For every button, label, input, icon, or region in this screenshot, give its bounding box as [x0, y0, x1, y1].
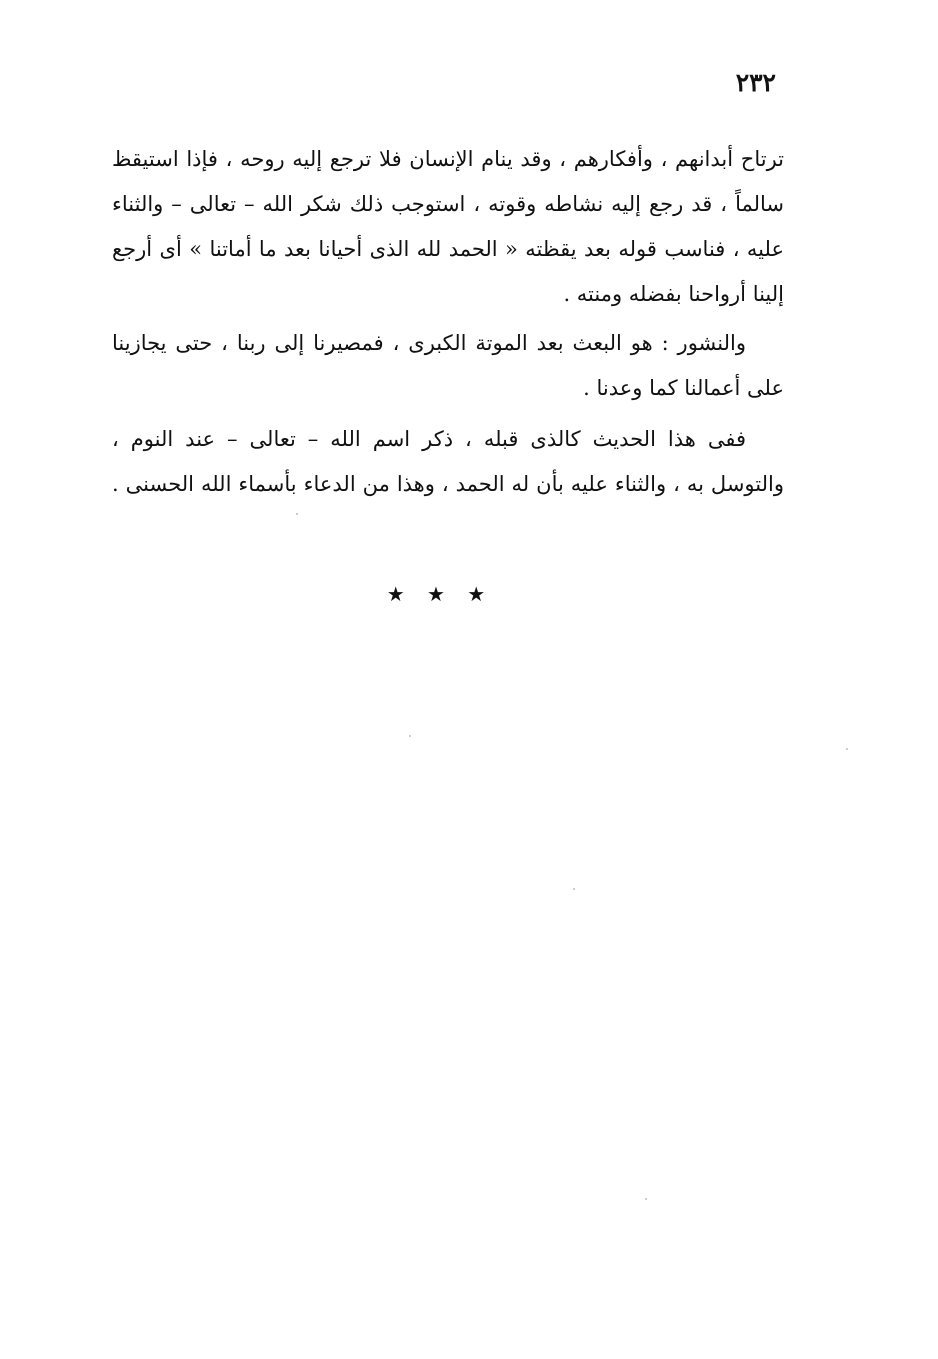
page-number: ٢٣٢	[735, 68, 776, 97]
paragraph-line: والنشور : هو البعث بعد الموتة الكبرى ، فمصيرنا إلى ربنا ، حتى يجازينا	[112, 331, 746, 355]
paragraph-2	[112, 321, 784, 411]
paragraph-line: ففى هذا الحديث كالذى قبله ، ذكر اسم الله – تعالى – عند النوم ،	[112, 427, 746, 451]
scan-speck	[409, 735, 411, 737]
paragraph-line: والتوسل به ، والثناء عليه بأن له الحمد ، وهذا من الدعاء بأسماء الله الحسنى .	[112, 472, 784, 496]
scan-speck	[645, 1198, 647, 1200]
paragraph-3	[112, 417, 784, 507]
paragraph-line: على أعمالنا كما وعدنا .	[583, 376, 784, 400]
scan-speck	[296, 513, 298, 515]
scan-speck	[573, 888, 575, 890]
paragraph-line: إلينا أرواحنا بفضله ومنته .	[563, 282, 784, 306]
paragraph-line: عليه ، فناسب قوله بعد يقظته « الحمد لله الذى أحيانا بعد ما أماتنا » أى أرجع	[112, 237, 784, 261]
scan-speck	[846, 748, 848, 750]
section-break-stars: ★ ★ ★	[386, 582, 494, 606]
paragraph-1	[112, 137, 784, 317]
paragraph-line: ترتاح أبدانهم ، وأفكارهم ، وقد ينام الإنسان فلا ترجع إليه روحه ، فإذا استيقظ	[112, 147, 784, 171]
paragraph-line: سالماً ، قد رجع إليه نشاطه وقوته ، استوجب ذلك شكر الله – تعالى – والثناء	[112, 192, 784, 216]
